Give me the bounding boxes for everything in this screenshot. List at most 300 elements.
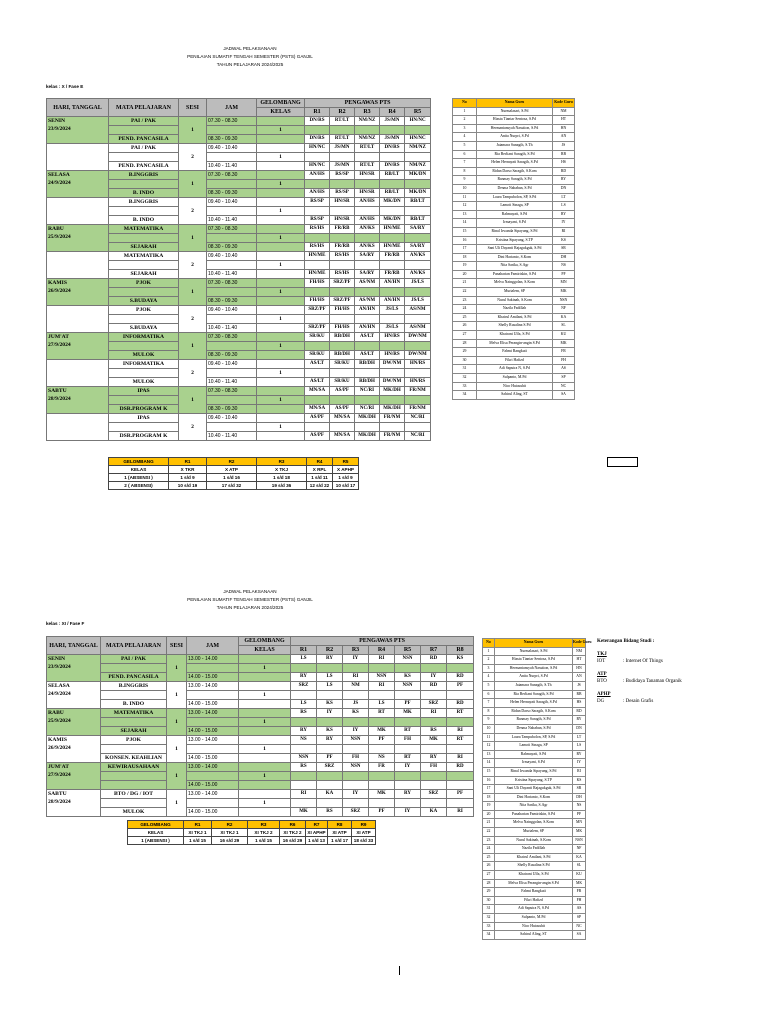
proctor-cell: SA/RY <box>355 252 380 261</box>
teacher-cell: Khairul Amilani, S.Pd <box>477 313 553 322</box>
teacher-header-row <box>453 99 575 108</box>
time-cell: 14.00 - 15.00 <box>187 808 239 817</box>
teacher-cell: RY <box>573 716 586 725</box>
proctor-cell: RT <box>395 754 421 763</box>
proctor-cell <box>395 718 421 727</box>
teacher-cell: 14 <box>453 219 477 228</box>
table-row <box>47 225 431 234</box>
teacher-cell: KU <box>553 331 575 340</box>
summary-kelas: X APHP <box>333 466 359 474</box>
proctor-cell <box>355 207 380 216</box>
teacher-cell: 5 <box>453 141 477 150</box>
sesi-cell: 2 <box>179 144 207 171</box>
proctor-cell <box>380 288 405 297</box>
time-cell: 13.00 - 14.00 <box>187 709 239 718</box>
teacher-row <box>453 245 575 254</box>
summary-kelas: XI TKJ 2 <box>280 829 306 837</box>
proctor-cell: AN/HS <box>355 198 380 207</box>
teacher-row <box>483 836 586 845</box>
teacher-cell: 15 <box>453 227 477 236</box>
teacher-row <box>483 914 586 923</box>
proctor-cell: RS <box>291 763 317 772</box>
proctor-cell: NM <box>343 682 369 691</box>
proctor-cell: PF <box>395 700 421 709</box>
subject-cell: BTO / DG / IOT <box>101 790 167 799</box>
proctor-cell: MK/DH <box>380 405 405 414</box>
proctor-cell: RS/HS <box>330 252 355 261</box>
time-cell: 07.30 - 08.30 <box>207 387 257 396</box>
proctor-cell <box>380 126 405 135</box>
gelombang-cell <box>239 700 291 709</box>
gelombang-cell: 1 <box>257 396 305 405</box>
teacher-row <box>483 802 586 811</box>
proctor-cell <box>305 207 330 216</box>
proctor-cell <box>395 781 421 790</box>
teacher-row <box>483 716 586 725</box>
proctor-cell <box>421 799 447 808</box>
summary-header: R2 <box>207 458 257 466</box>
subject-cell: PJOK <box>109 306 179 315</box>
teacher-row <box>483 707 586 716</box>
summary-kelas: KELAS <box>109 466 169 474</box>
teacher-row <box>453 176 575 185</box>
teacher-row <box>453 210 575 219</box>
proctor-cell: NSN <box>343 763 369 772</box>
gelombang-cell <box>257 360 305 369</box>
header-row <box>47 637 474 646</box>
sesi-cell: 2 <box>179 360 207 387</box>
proctor-cell <box>317 772 343 781</box>
subject-cell: MATEMATIKA <box>109 225 179 234</box>
teacher-cell: Lamoti Sinaga, SP <box>477 202 553 211</box>
proctor-cell: RD <box>447 763 474 772</box>
teacher-row <box>483 750 586 759</box>
teacher-cell: HN <box>553 124 575 133</box>
proctor-cell: AN/HS <box>305 189 330 198</box>
teacher-cell: 10 <box>453 184 477 193</box>
proctor-cell <box>330 207 355 216</box>
time-cell: 10.40 - 11.40 <box>207 216 257 225</box>
teacher-row <box>483 922 586 931</box>
proctor-cell <box>355 234 380 243</box>
proctor-cell: HN/ME <box>305 270 330 279</box>
summary-cell: 10 s/d 17 <box>333 482 359 490</box>
proctor-cell <box>405 153 431 162</box>
teacher-cell: HN <box>573 664 586 673</box>
proctor-cell: IY <box>317 709 343 718</box>
proctor-cell: RS <box>317 808 343 817</box>
time-cell <box>207 369 257 378</box>
time-cell <box>207 423 257 432</box>
teacher-cell: Anita Nurpri, S.Pd <box>477 133 553 142</box>
table-row <box>47 198 431 207</box>
teacher-cell: SL <box>573 862 586 871</box>
proctor-cell <box>330 423 355 432</box>
table-row <box>47 799 474 808</box>
time-cell: 13.00 - 14.00 <box>187 655 239 664</box>
teacher-row <box>483 776 586 785</box>
teacher-row <box>483 759 586 768</box>
teacher-cell: RB <box>553 150 575 159</box>
teacher-row <box>483 871 586 880</box>
proctor-cell: FR/NM <box>405 387 431 396</box>
proctor-cell <box>405 126 431 135</box>
gelombang-cell <box>257 351 305 360</box>
proctor-cell: JS/MN <box>330 144 355 153</box>
proctor-cell: MN/SA <box>330 432 355 441</box>
keterangan-code: DG <box>597 699 605 704</box>
proctor-cell: SRZ/PF <box>305 306 330 315</box>
subject-cell <box>109 342 179 351</box>
time-cell: 09.40 - 10.40 <box>207 144 257 153</box>
summary-header: R6 <box>280 821 306 829</box>
teacher-cell: RD <box>573 707 586 716</box>
proctor-cell: FH/HS <box>305 279 330 288</box>
summary-cell: 17 s/d 32 <box>207 482 257 490</box>
proctor-cell: FR/NM <box>405 405 431 414</box>
teacher-cell: 32 <box>483 914 495 923</box>
subject-cell <box>101 718 167 727</box>
teacher-cell: RD <box>553 167 575 176</box>
proctor-cell <box>305 234 330 243</box>
gelombang-cell: 1 <box>239 664 291 673</box>
proctor-cell: NSN <box>291 754 317 763</box>
teacher-cell: 6 <box>483 690 495 699</box>
proctor-cell <box>421 718 447 727</box>
teacher-cell: Sahirul Aling, ST <box>495 931 573 940</box>
proctor-cell <box>405 234 431 243</box>
proctor-cell: AS/LT <box>355 333 380 342</box>
proctor-cell <box>369 772 395 781</box>
schedule-table-x <box>46 98 431 441</box>
teacher-cell: Desma Nababan, S.Pd <box>477 184 553 193</box>
gelombang-cell: 1 <box>257 423 305 432</box>
time-cell: 10.40 - 11.40 <box>207 324 257 333</box>
teacher-cell: 31 <box>453 365 477 374</box>
teacher-cell: DH <box>573 793 586 802</box>
teacher-cell: Murialem, SP <box>495 828 573 837</box>
teacher-cell: MK <box>573 828 586 837</box>
teacher-row <box>453 253 575 262</box>
teacher-cell: Sani Uli Dayanti Rajagukguk, S.Pd <box>495 785 573 794</box>
teacher-cell: Shelly Rusalina S.Pd <box>477 322 553 331</box>
summary-kelas: X ATP <box>207 466 257 474</box>
proctor-cell <box>305 261 330 270</box>
teacher-cell: SR <box>573 785 586 794</box>
teacher-cell: 17 <box>483 785 495 794</box>
proctor-cell: MN/SA <box>305 387 330 396</box>
schedule-table-xi <box>46 636 474 817</box>
teacher-cell: FR <box>553 348 575 357</box>
subject-cell <box>101 745 167 754</box>
proctor-cell <box>405 207 431 216</box>
gelombang-cell <box>239 727 291 736</box>
teacher-row <box>453 279 575 288</box>
teacher-cell: 16 <box>453 236 477 245</box>
teacher-cell: 9 <box>453 176 477 185</box>
time-cell <box>207 315 257 324</box>
teacher-cell: Nurmalasari, S.Pd <box>477 107 553 116</box>
teacher-row <box>483 785 586 794</box>
teacher-cell: KA <box>553 313 575 322</box>
proctor-cell: RY <box>317 655 343 664</box>
proctor-cell: KS <box>343 709 369 718</box>
teacher-cell: 11 <box>483 733 495 742</box>
time-cell: 07.30 - 08.30 <box>207 117 257 126</box>
proctor-cell: NM/NZ <box>405 144 431 153</box>
time-cell: 08.30 - 09.30 <box>207 297 257 306</box>
proctor-cell: MK/DN <box>405 189 431 198</box>
teacher-cell: DH <box>553 253 575 262</box>
proctor-cell: RB/DH <box>330 351 355 360</box>
proctor-cell: DW/NM <box>405 333 431 342</box>
proctor-cell: DN/RS <box>305 135 330 144</box>
subject-cell: PJOK <box>109 279 179 288</box>
gelombang-cell <box>239 754 291 763</box>
teacher-header: Kode Guru <box>553 99 575 108</box>
time-cell: 13.00 - 14.00 <box>187 763 239 772</box>
table-row <box>47 754 474 763</box>
proctor-cell <box>305 342 330 351</box>
keterangan-head: TKJ <box>597 652 607 657</box>
proctor-cell: JS/LS <box>405 279 431 288</box>
proctor-cell: RB/DH <box>330 333 355 342</box>
proctor-cell <box>447 691 474 700</box>
title-block-1 <box>130 45 370 69</box>
teacher-cell: Khairani Ulfa, S.Pd <box>477 331 553 340</box>
subject-cell <box>101 781 167 790</box>
table-row <box>47 691 474 700</box>
table-row <box>47 306 431 315</box>
teacher-cell: RY <box>553 176 575 185</box>
gelombang-cell <box>257 216 305 225</box>
teacher-cell: JS <box>573 681 586 690</box>
subject-cell: DSR.PROGRAM K <box>109 432 179 441</box>
header-jam: JAM <box>187 637 239 655</box>
proctor-cell: RB/DH <box>355 360 380 369</box>
sesi-cell: 1 <box>179 387 207 414</box>
header-hari: HARI, TANGGAL <box>47 637 101 655</box>
header-sesi: SESI <box>167 637 187 655</box>
proctor-cell <box>395 799 421 808</box>
gelombang-cell <box>239 790 291 799</box>
teacher-cell: Adi Saputra N, S.Pd <box>477 365 553 374</box>
gelombang-cell <box>257 306 305 315</box>
header-sesi: SESI <box>179 99 207 117</box>
teacher-cell: KA <box>573 853 586 862</box>
teacher-row <box>453 107 575 116</box>
teacher-row <box>483 879 586 888</box>
time-cell: 09.40 - 10.40 <box>207 414 257 423</box>
proctor-cell <box>355 369 380 378</box>
summary-kelas: XI ATP <box>352 829 376 837</box>
proctor-cell: KS <box>447 655 474 664</box>
header-room: R1 <box>291 646 317 655</box>
teacher-cell: 25 <box>453 313 477 322</box>
proctor-cell: PF <box>447 790 474 799</box>
teacher-cell: Melva Nainggolan, S.Kom <box>477 279 553 288</box>
time-cell: 14.00 - 15.00 <box>187 781 239 790</box>
teacher-cell: Sulpanto, M.Pd <box>495 914 573 923</box>
proctor-cell: IY <box>395 808 421 817</box>
proctor-cell <box>355 288 380 297</box>
proctor-cell: RI <box>447 754 474 763</box>
proctor-cell: IY <box>421 673 447 682</box>
summary-kelas: X TKR <box>169 466 207 474</box>
teacher-cell: 19 <box>483 802 495 811</box>
time-cell <box>207 261 257 270</box>
proctor-cell <box>421 691 447 700</box>
proctor-cell <box>369 664 395 673</box>
teacher-row <box>483 828 586 837</box>
empty-box <box>607 457 638 467</box>
summary-kelas: X RPL <box>307 466 333 474</box>
proctor-cell <box>421 781 447 790</box>
proctor-cell <box>380 180 405 189</box>
proctor-cell: AS/NM <box>355 297 380 306</box>
header-hari: HARI, TANGGAL <box>47 99 109 117</box>
proctor-cell: RD <box>447 673 474 682</box>
gelombang-cell <box>257 378 305 387</box>
teacher-row <box>453 124 575 133</box>
teacher-cell: 34 <box>483 931 495 940</box>
teacher-cell: HT <box>553 116 575 125</box>
teacher-cell: Helen Hernayati Saragih, S.Pd <box>495 699 573 708</box>
header-room: R4 <box>369 646 395 655</box>
proctor-cell <box>380 315 405 324</box>
proctor-cell: HN/SR <box>330 216 355 225</box>
teacher-cell: 24 <box>483 845 495 854</box>
sesi-cell: 1 <box>179 171 207 198</box>
time-cell: 10.40 - 11.40 <box>207 378 257 387</box>
gelombang-cell: 1 <box>257 180 305 189</box>
proctor-cell: MK/DH <box>355 432 380 441</box>
proctor-cell: FH/HS <box>330 306 355 315</box>
teacher-cell: MN <box>553 279 575 288</box>
teacher-row <box>453 331 575 340</box>
proctor-cell: RS/HS <box>305 225 330 234</box>
proctor-cell: RI <box>421 709 447 718</box>
teacher-cell: Ridan Darso Saragih, S.Kom <box>495 707 573 716</box>
sesi-cell: 2 <box>179 252 207 279</box>
time-cell: 08.30 - 09.30 <box>207 351 257 360</box>
teacher-cell: FR <box>573 888 586 897</box>
teacher-cell: MK <box>553 288 575 297</box>
day-cell: SABTU 28/9/2024 <box>47 387 109 414</box>
subject-cell <box>109 234 179 243</box>
proctor-cell: RY <box>291 673 317 682</box>
teacher-cell: Sahirul Aling, ST <box>477 391 553 400</box>
proctor-cell <box>291 664 317 673</box>
proctor-cell: RS/HS <box>305 243 330 252</box>
teacher-cell: Panaharian Famiriskin, S.Pd <box>495 810 573 819</box>
proctor-cell <box>291 745 317 754</box>
teacher-cell: HS <box>553 159 575 168</box>
time-cell <box>207 180 257 189</box>
teacher-cell: Irmayani, S.Pd <box>495 759 573 768</box>
proctor-cell: AS/PF <box>330 405 355 414</box>
time-cell <box>187 772 239 781</box>
teacher-cell: Dini Harianto, S.Kom <box>477 253 553 262</box>
sesi-cell: 2 <box>179 414 207 441</box>
teacher-cell: 1 <box>483 647 495 656</box>
day-cell <box>47 252 109 279</box>
teacher-row <box>453 356 575 365</box>
proctor-cell: SRZ/PF <box>330 279 355 288</box>
proctor-cell <box>405 396 431 405</box>
summary-cell: 1 s/d 9 <box>333 474 359 482</box>
table-row <box>47 333 431 342</box>
time-cell: 14.00 - 15.00 <box>187 727 239 736</box>
teacher-header-row <box>483 639 586 648</box>
teacher-cell: Nazila Fadillah <box>495 845 573 854</box>
proctor-cell: IY <box>395 763 421 772</box>
proctor-cell <box>330 234 355 243</box>
proctor-cell: RB/LT <box>380 171 405 180</box>
gelombang-cell <box>239 682 291 691</box>
proctor-cell <box>447 781 474 790</box>
time-cell: 10.40 - 11.40 <box>207 270 257 279</box>
text-cursor <box>399 966 400 975</box>
proctor-cell <box>330 180 355 189</box>
time-cell: 07.30 - 08.30 <box>207 171 257 180</box>
teacher-cell: NSN <box>573 836 586 845</box>
table-row <box>47 718 474 727</box>
proctor-cell <box>355 396 380 405</box>
proctor-cell: HN/SR <box>355 189 380 198</box>
subject-cell: INFORMATIKA <box>109 360 179 369</box>
day-cell: SABTU 28/9/2024 <box>47 790 101 817</box>
proctor-cell: SR/KU <box>330 378 355 387</box>
proctor-cell: NM/NZ <box>405 162 431 171</box>
gelombang-cell: 1 <box>257 288 305 297</box>
gelombang-cell <box>239 673 291 682</box>
gelombang-cell <box>257 171 305 180</box>
proctor-cell: AS/NM <box>405 324 431 333</box>
gelombang-cell: 1 <box>257 234 305 243</box>
proctor-cell <box>355 153 380 162</box>
table-row <box>47 664 474 673</box>
teacher-row <box>453 296 575 305</box>
teacher-cell: Fahmi Rangkuti <box>495 888 573 897</box>
proctor-cell: JS/MN <box>380 117 405 126</box>
summary-cell: 10 s/d 19 <box>169 482 207 490</box>
proctor-cell <box>343 718 369 727</box>
teacher-cell: LT <box>553 193 575 202</box>
table-row <box>47 144 431 153</box>
teacher-cell: AN <box>573 673 586 682</box>
teacher-cell: 32 <box>453 374 477 383</box>
summary-cell: 2 ( ABSENSI) <box>109 482 169 490</box>
subject-cell: MULOK <box>109 351 179 360</box>
proctor-cell: MK/DN <box>405 171 431 180</box>
proctor-cell: RT/LT <box>355 144 380 153</box>
subject-cell <box>109 288 179 297</box>
header-room: R1 <box>305 108 330 117</box>
proctor-cell <box>305 423 330 432</box>
subject-cell <box>101 691 167 700</box>
teacher-cell: SA <box>553 391 575 400</box>
proctor-cell: NSN <box>395 682 421 691</box>
proctor-cell: RY <box>317 736 343 745</box>
time-cell <box>207 234 257 243</box>
title-line: TAHUN PELAJARAN 2024/2025 <box>216 605 284 610</box>
summary-row <box>109 474 359 482</box>
proctor-cell: FR/RB <box>330 243 355 252</box>
proctor-cell: AN/KS <box>355 225 380 234</box>
teacher-cell: 16 <box>483 776 495 785</box>
proctor-cell: RI <box>447 727 474 736</box>
